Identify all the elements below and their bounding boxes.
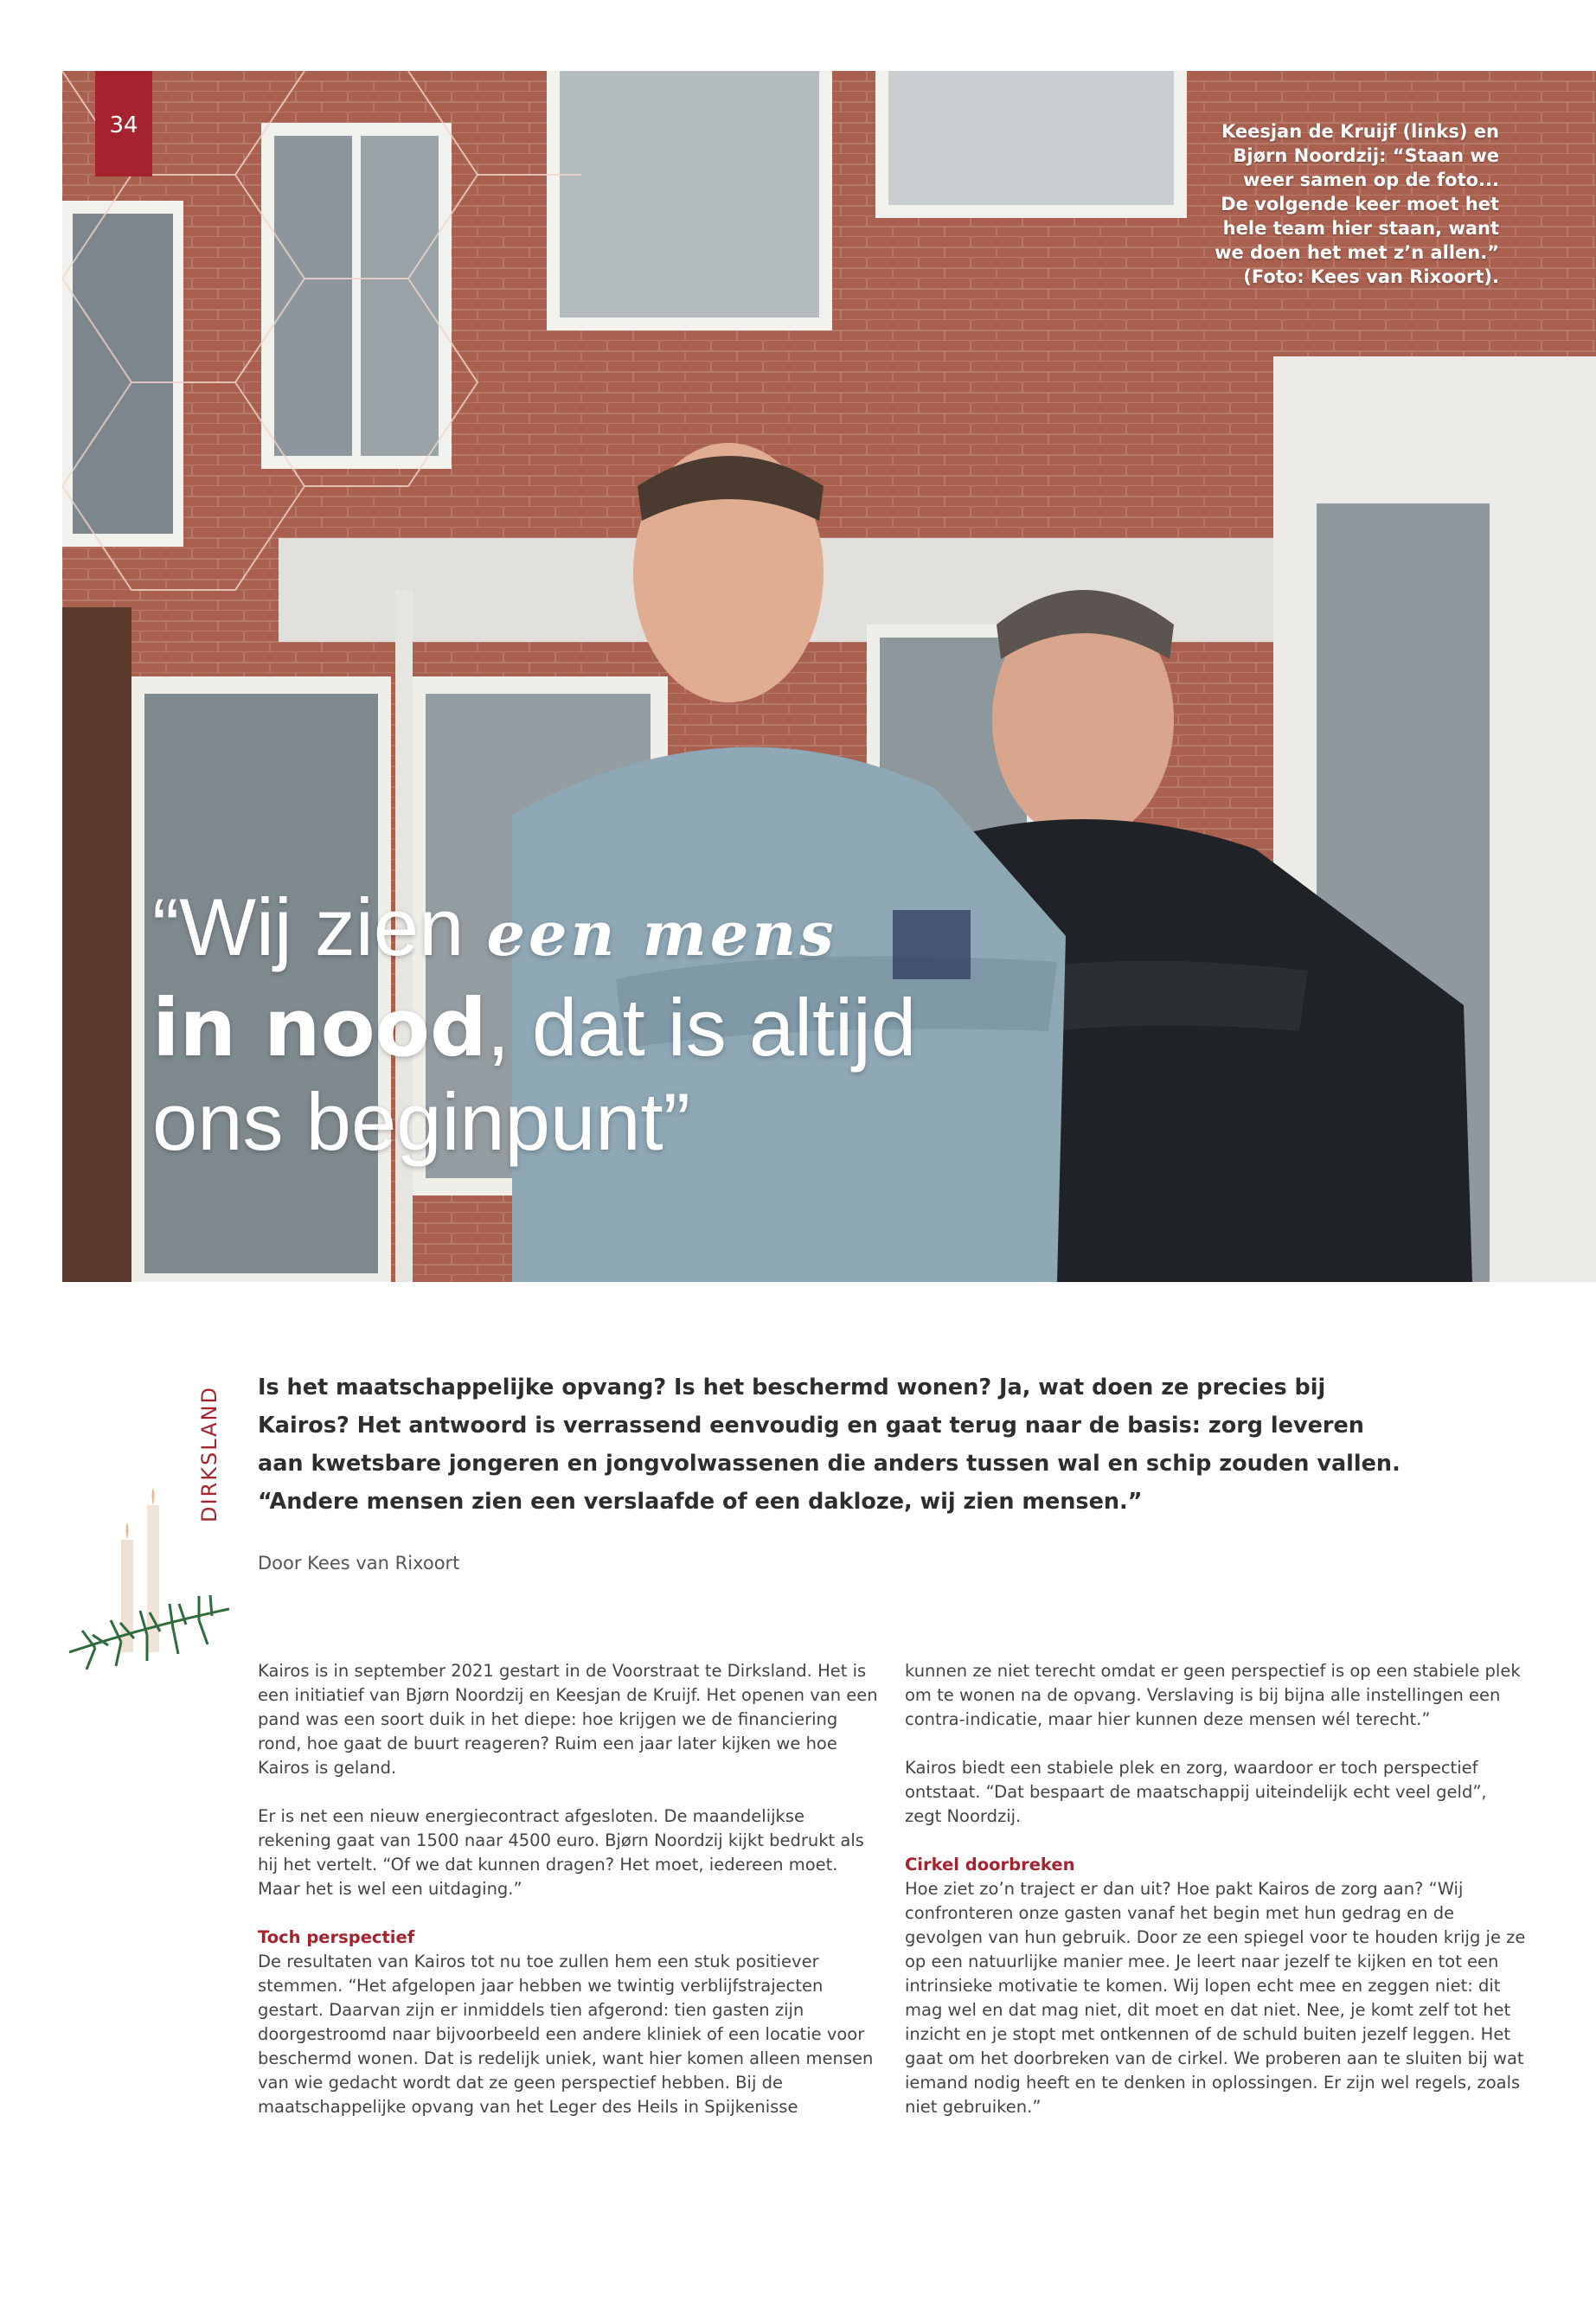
quote-part-5: ons beginpunt” xyxy=(152,1076,690,1167)
subheading: Cirkel doorbreken xyxy=(905,1855,1075,1875)
paragraph: De resultaten van Kairos tot nu toe zullen hem een stuk positiever stemmen. “Het afgelopen jaar hebben we twintig verblijfstrajecten gestart. Daarvan zijn er inmiddels tien afgerond: tien gasten zijn doorgestroomd naar bijvoorbeeld een andere kliniek of een locatie voor beschermd wonen. Dat is redelijk uniek, want hier komen alleen mensen van wie gedacht wordt dat ze geen perspectief hebben. Bij de maatschappelijke opvang van het Leger des Heils in Spijkenisse xyxy=(258,1952,874,2117)
paragraph: kunnen ze niet terecht omdat er geen perspectief is op een stabiele plek om te wonen na de opvang. Verslaving is bij bijna alle instellingen een contra-indicatie, maar hier kunnen deze mensen wél terecht.” xyxy=(905,1661,1521,1729)
quote-part-2: een mens xyxy=(486,898,837,970)
photo-caption: Keesjan de Kruijf (links) en Bjørn Noordzij: “Staan we weer samen op de foto... De volgende keer moet het hele team hier staan, want we doen het met z’n allen.” (Foto: Kees van Rixoort). xyxy=(1215,121,1499,287)
intro-paragraph: Is het maatschappelijke opvang? Is het beschermd wonen? Ja, wat doen ze precies bij Kairos? Het antwoord is verrassend eenvoudig en gaat terug naar de basis: zorg leveren aan kwetsbare jongeren en jongvolwassenen die anders tussen wal en schip zouden vallen. “Andere mensen zien een verslaafde of een dakloze, wij zien mensen.” xyxy=(258,1375,1401,1515)
paragraph: Kairos biedt een stabiele plek en zorg, waardoor er toch perspectief ontstaat. “Dat bespaart de maatschappij uiteindelijk echt veel geld”, zegt Noordzij. xyxy=(905,1758,1487,1826)
paragraph: Kairos is in september 2021 gestart in de Voorstraat te Dirksland. Het is een initiatief van Bjørn Noordzij en Keesjan de Kruijf. Het openen van een pand was een soort duik in het diepe: hoe krijgen we de financiering rond, hoe gaat de buurt reageren? Ruim een jaar later kijken we hoe Kairos is geland. xyxy=(258,1661,878,1778)
subheading: Toch perspectief xyxy=(258,1927,415,1947)
quote-part-1: “Wij zien xyxy=(152,881,487,972)
candles-pine-icon xyxy=(61,1479,234,1695)
section-label: DIRKSLAND xyxy=(197,1386,221,1522)
paragraph: Hoe ziet zo’n traject er dan uit? Hoe pakt Kairos de zorg aan? “Wij confronteren onze gasten vanaf het begin met hun gedrag en de gevolgen van hun gebruik. Door ze een spiegel voor te houden krijg je ze op een natuurlijke manier mee. Je leert naar jezelf te kijken en tot een intrinsieke motivatie te komen. Wij lopen echt mee en zeggen niet: dit mag wel en dat mag niet, dit moet en dat niet. Nee, je komt zelf tot het inzicht en je stopt met ontkennen of de schuld buiten jezelf leggen. Het gaat om het doorbreken van de cirkel. We proberen aan te sluiten bij wat iemand nodig heeft en te denken in oplossingen. Er zijn wel regels, zoals niet gebruiken.” xyxy=(905,1879,1526,2117)
quote-line-2 xyxy=(152,981,916,1075)
paragraph: Er is net een nieuw energiecontract afgesloten. De maandelijkse rekening gaat van 1500 naar 4500 euro. Bjørn Noordzij kijkt bedrukt als hij het vertelt. “Of we dat kunnen dragen? Het moet, iedereen moet. Maar het is wel een uitdaging.” xyxy=(258,1806,864,1899)
pull-quote xyxy=(152,881,916,1169)
quote-part-3: in nood xyxy=(152,982,487,1074)
quote-line-1 xyxy=(152,881,916,981)
byline: Door Kees van Rixoort xyxy=(258,1553,460,1574)
page-number: 34 xyxy=(95,71,152,176)
article-column-2 xyxy=(905,1659,1528,2144)
quote-line-3 xyxy=(152,1075,916,1169)
article-column-1 xyxy=(258,1659,881,2144)
quote-part-4: , dat is altijd xyxy=(486,982,917,1073)
